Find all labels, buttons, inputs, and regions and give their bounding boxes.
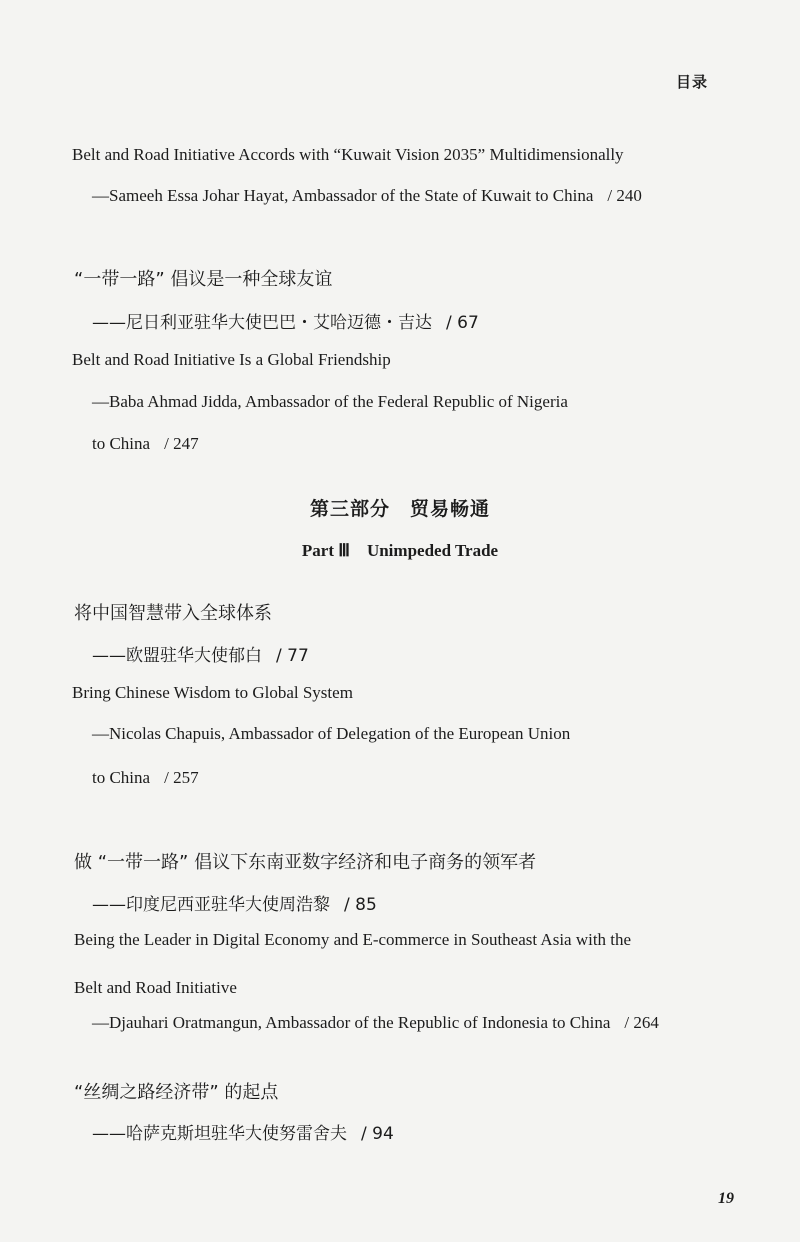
toc-entry-author-en-cont[interactable] [92, 434, 199, 454]
entry-text: to China [92, 434, 151, 453]
page-ref: / 85 [344, 895, 377, 915]
toc-entry-author-zh[interactable] [92, 641, 309, 666]
page-ref: / 240 [607, 186, 642, 205]
entry-text: —Baba Ahmad Jidda, Ambassador of the Federal Republic of Nigeria [92, 392, 568, 411]
part-heading-zh: 第三部分 贸易畅通 [309, 498, 490, 520]
entry-text: ——尼日利亚驻华大使巴巴・艾哈迈德・吉达 [92, 313, 432, 333]
page-ref: / 77 [276, 646, 309, 666]
toc-entry-author-zh[interactable] [92, 308, 479, 333]
page-ref: / 94 [361, 1124, 394, 1144]
toc-entry-author-en[interactable] [92, 1013, 659, 1033]
toc-entry-title-zh[interactable] [74, 848, 536, 874]
toc-entry-title-en[interactable] [72, 683, 353, 703]
running-header: 目录 [676, 73, 709, 91]
page-number: 19 [718, 1190, 734, 1207]
toc-entry-author-zh[interactable] [92, 1119, 394, 1144]
entry-text: Belt and Road Initiative Is a Global Friendship [72, 350, 391, 369]
page-ref: / 264 [624, 1013, 659, 1032]
entry-text: Being the Leader in Digital Economy and E-commerce in Southeast Asia with the [74, 930, 632, 949]
toc-entry-title-en-cont[interactable] [74, 978, 237, 998]
part-heading-en: Part Ⅲ Unimpeded Trade [301, 541, 499, 560]
entry-text: “一带一路” 倡议是一种全球友谊 [74, 269, 333, 290]
toc-entry-author-en-cont[interactable] [92, 768, 199, 788]
toc-entry-title-zh[interactable] [74, 599, 272, 625]
entry-text: —Djauhari Oratmangun, Ambassador of the Republic of Indonesia to China [92, 1013, 611, 1032]
entry-text: ——欧盟驻华大使郁白 [92, 646, 262, 666]
toc-entry-title-en[interactable] [74, 930, 631, 950]
entry-text: ——印度尼西亚驻华大使周浩黎 [92, 895, 330, 915]
page-ref: / 257 [164, 768, 199, 787]
toc-entry-author-en[interactable] [92, 186, 642, 206]
entry-text: Belt and Road Initiative Accords with “Kuwait Vision 2035” Multidimensionally [72, 145, 624, 164]
entry-text: ——哈萨克斯坦驻华大使努雷舍夫 [92, 1124, 347, 1144]
entry-text: —Nicolas Chapuis, Ambassador of Delegation of the European Union [92, 724, 571, 743]
entry-text: Bring Chinese Wisdom to Global System [72, 683, 353, 702]
entry-text: Belt and Road Initiative [74, 978, 237, 997]
entry-text: —Sameeh Essa Johar Hayat, Ambassador of the State of Kuwait to China [92, 186, 594, 205]
entry-text: to China [92, 768, 151, 787]
page-ref: / 247 [164, 434, 199, 453]
toc-entry-title-en[interactable] [72, 145, 624, 165]
toc-entry-author-zh[interactable] [92, 890, 377, 915]
entry-text: 将中国智慧带入全球体系 [74, 603, 272, 624]
page-ref: / 67 [446, 313, 479, 333]
toc-entry-author-en[interactable] [92, 392, 568, 412]
toc-entry-title-zh[interactable] [74, 1078, 278, 1104]
toc-entry-title-zh[interactable] [74, 265, 332, 291]
toc-entry-author-en[interactable] [92, 724, 570, 744]
entry-text: 做 “一带一路” 倡议下东南亚数字经济和电子商务的领军者 [74, 852, 537, 873]
entry-text: “丝绸之路经济带” 的起点 [74, 1082, 279, 1103]
toc-entry-title-en[interactable] [72, 350, 391, 370]
